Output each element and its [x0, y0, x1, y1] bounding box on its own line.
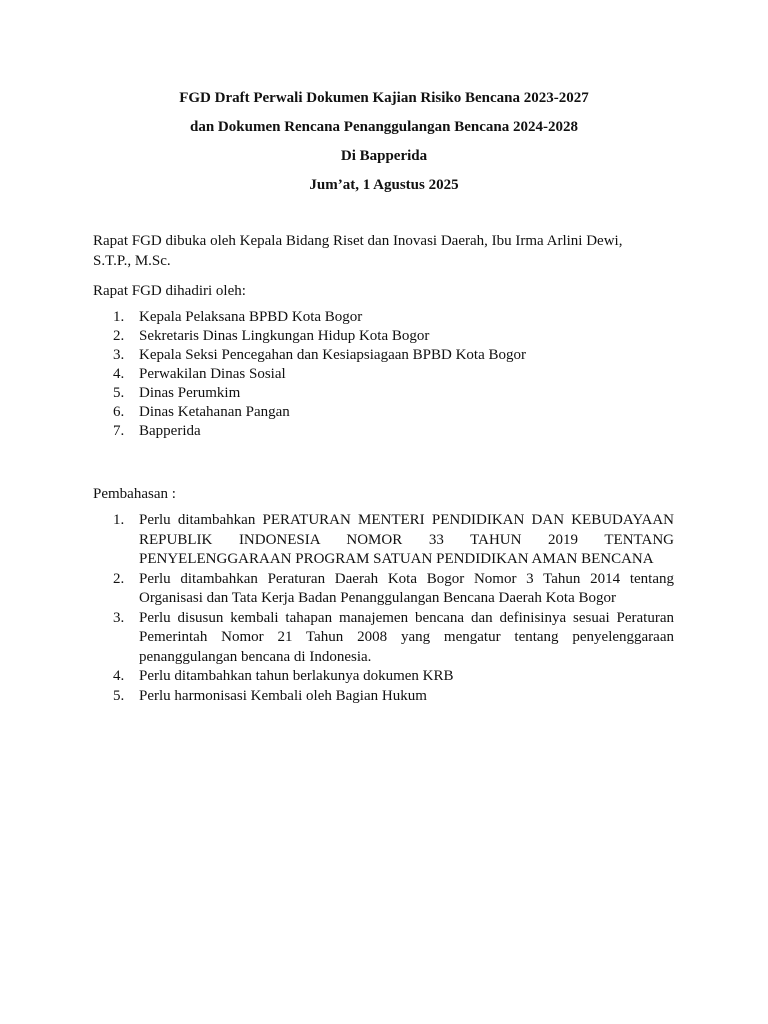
attendee-name: Kepala Seksi Pencegahan dan Kesiapsiagaan BPBD Kota Bogor	[139, 347, 526, 363]
attendee-name: Bapperida	[139, 423, 201, 439]
document-location: Di Bapperida	[340, 148, 428, 164]
list-item	[93, 667, 674, 687]
attendee-name: Dinas Perumkim	[139, 385, 241, 401]
document-date: Jum’at, 1 Agustus 2025	[309, 177, 459, 193]
attendance-intro: Rapat FGD dihadiri oleh:	[93, 283, 246, 299]
list-number: 2.	[113, 328, 125, 344]
document-title-line-2: dan Dokumen Rencana Penanggulangan Bencana 2024-2028	[190, 119, 578, 135]
list-item	[93, 511, 674, 570]
list-number: 5.	[113, 687, 125, 704]
discussion-point: Perlu harmonisasi Kembali oleh Bagian Hukum	[139, 687, 427, 704]
attendee-name: Sekretaris Dinas Lingkungan Hidup Kota Bogor	[139, 328, 430, 344]
list-number: 3.	[113, 609, 125, 626]
discussion-point: Perlu ditambahkan PERATURAN MENTERI PENDIDIKAN DAN KEBUDAYAAN REPUBLIK INDONESIA NOMOR 33 TAHUN 2019 TENTANG PENYELENGGARAAN PROGRAM SATUAN PENDIDIKAN AMAN BENCANA	[139, 512, 674, 567]
attendee-name: Perwakilan Dinas Sosial	[139, 366, 286, 382]
list-item	[93, 687, 674, 707]
list-item	[93, 346, 674, 365]
discussion-point: Perlu ditambahkan Peraturan Daerah Kota Bogor Nomor 3 Tahun 2014 tentang Organisasi dan Tata Kerja Badan Penanggulangan Bencana Daerah Kota Bogor	[139, 570, 674, 606]
list-item	[93, 308, 674, 327]
attendee-list	[93, 308, 674, 441]
discussion-point: Perlu disusun kembali tahapan manajemen bencana dan definisinya sesuai Peraturan Pemerintah Nomor 21 Tahun 2008 yang mengatur tentang penyelenggaraan penanggulangan bencana di Indonesia.	[139, 609, 674, 665]
list-number: 7.	[113, 423, 125, 439]
list-item	[93, 327, 674, 346]
list-number: 5.	[113, 385, 125, 401]
discussion-list	[93, 511, 674, 706]
list-item	[93, 422, 674, 441]
list-number: 2.	[113, 570, 125, 587]
attendee-name: Kepala Pelaksana BPBD Kota Bogor	[139, 309, 363, 325]
list-number: 1.	[113, 512, 125, 528]
list-number: 3.	[113, 347, 125, 363]
list-number: 4.	[113, 366, 125, 382]
list-number: 6.	[113, 404, 125, 420]
opening-paragraph: Rapat FGD dibuka oleh Kepala Bidang Riset dan Inovasi Daerah, Ibu Irma Arlini Dewi, S.T.P., M.Sc.	[93, 233, 623, 269]
list-item	[93, 384, 674, 403]
list-item	[93, 609, 674, 668]
document-title-line-1: FGD Draft Perwali Dokumen Kajian Risiko Bencana 2023-2027	[179, 90, 589, 106]
discussion-point: Perlu ditambahkan tahun berlakunya dokumen KRB	[139, 668, 454, 684]
attendee-name: Dinas Ketahanan Pangan	[139, 404, 290, 420]
discussion-intro: Pembahasan :	[93, 486, 176, 502]
list-number: 1.	[113, 309, 125, 325]
list-item	[93, 570, 674, 609]
list-item	[93, 403, 674, 422]
list-item	[93, 365, 674, 384]
list-number: 4.	[113, 668, 125, 684]
